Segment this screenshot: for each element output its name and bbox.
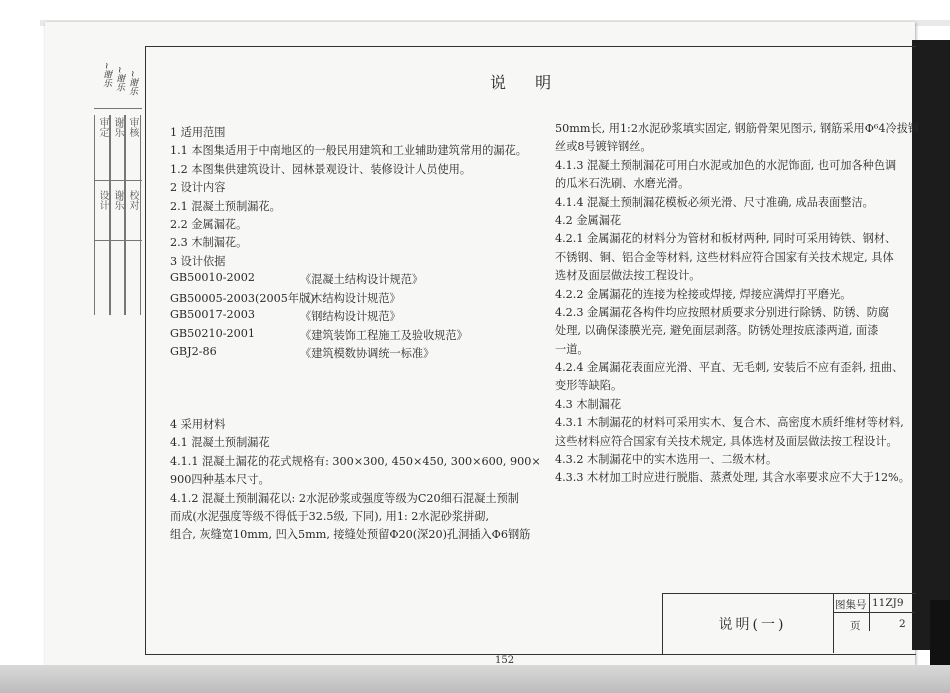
atlas-label: 图集号 xyxy=(835,599,867,611)
text-line: 50mm长, 用1:2水泥砂浆填实固定, 钢筋骨架见图示, 钢筋采用Φ⁶4冷拔钢 xyxy=(555,122,920,135)
text-line: 的瓜米石洗刷、水磨光滑。 xyxy=(555,177,690,191)
page-value: 2 xyxy=(899,618,906,630)
text-line: 4.2.1 金属漏花的材料分为管材和板材两种, 同时可采用铸铁、钢材、 xyxy=(555,232,897,246)
text-line: 4.2 金属漏花 xyxy=(555,213,622,227)
text-line: 4.2.2 金属漏花的连接为栓接或焊接, 焊接应满焊打平磨光。 xyxy=(555,287,852,301)
text-line: 4.3.3 木材加工时应进行脱脂、蒸煮处理, 其含水率要求应不大于12%。 xyxy=(555,471,910,485)
side-divider xyxy=(94,108,142,109)
text-line: 2.3 木制漏花。 xyxy=(170,236,248,250)
side-cell: 校对 xyxy=(127,190,138,210)
page-title: 说 明 xyxy=(490,73,564,92)
text-line: 1 适用范围 xyxy=(170,126,226,139)
signature-1: ~谢乐 xyxy=(101,62,111,88)
title-block-divider xyxy=(833,612,915,613)
page-number: 152 xyxy=(495,655,515,666)
text-line: 4.3.2 木制漏花中的实木选用一、二级木材。 xyxy=(555,453,778,467)
text-line: 4.1.3 混凝土预制漏花可用白水泥或加色的水泥饰面, 也可加各种色调 xyxy=(555,158,897,172)
side-cell: 审定 xyxy=(97,117,108,137)
left-text-column-2 xyxy=(170,416,541,545)
drawing-name: 说明(一) xyxy=(718,617,787,633)
standard-code: GB50017-2003 xyxy=(170,308,255,322)
standard-name: 《混凝土结构设计规范》 xyxy=(300,273,424,286)
standard-code: GB50010-2002 xyxy=(170,271,255,284)
left-text-column xyxy=(170,124,527,271)
side-cell: 设计 xyxy=(97,190,108,210)
text-line: 4.2.3 金属漏花各构件均应按照材质要求分别进行除锈、防锈、防腐 xyxy=(555,305,890,319)
text-line: 4.3.1 木制漏花的材料可采用实木、复合木、高密度木质纤维材等材料, xyxy=(555,416,904,430)
text-line: 4.3 木制漏花 xyxy=(555,397,622,411)
text-line: 不锈钢、铜、铝合金等材料, 这些材料应符合国家有关技术规定, 具体 xyxy=(555,250,894,264)
text-line: 组合, 灰缝宽10mm, 凹入5mm, 接缝处预留Φ20(深20)孔洞插入Φ6钢筋 xyxy=(170,528,531,542)
standard-code: GB50210-2001 xyxy=(170,326,255,340)
signature-2: ~谢乐 xyxy=(114,66,124,92)
text-line: 处理, 以确保漆膜光亮, 避免面层剥落。防锈处理按底漆两道, 面漆 xyxy=(555,324,879,338)
text-line: 一道。 xyxy=(555,342,589,356)
standard-name: 《建筑装饰工程施工及验收规范》 xyxy=(300,328,468,342)
text-line: 而成(水泥强度等级不得低于32.5级, 下同), 用1: 2水泥砂浆拼砌, xyxy=(170,509,490,523)
text-line: 900四种基本尺寸。 xyxy=(170,473,270,487)
title-block-divider xyxy=(869,593,870,631)
text-line: 丝或8号镀锌钢丝。 xyxy=(555,140,652,154)
signature-3: ~谢乐 xyxy=(127,70,137,96)
side-divider xyxy=(94,240,142,241)
text-line: 1.1 本图集适用于中南地区的一般民用建筑和工业辅助建筑常用的漏花。 xyxy=(170,144,527,158)
text-line: 2.1 混凝土预制漏花。 xyxy=(170,199,281,213)
text-line: 变形等缺陷。 xyxy=(555,379,623,393)
text-line: 4.1.4 混凝土预制漏花模板必须光滑、尺寸准确, 成品表面整洁。 xyxy=(555,195,874,209)
sign-off-table xyxy=(94,115,142,315)
side-divider xyxy=(94,180,142,181)
text-line: 3 设计依据 xyxy=(170,254,226,268)
text-line: 4.2.4 金属漏花表面应光滑、平直、无毛刺, 安装后不应有歪斜, 扭曲、 xyxy=(555,361,904,375)
text-line: 4 采用材料 xyxy=(170,418,226,431)
page-label: 页 xyxy=(850,620,861,632)
text-line: 2 设计内容 xyxy=(170,181,226,195)
side-cell: 谢乐 xyxy=(112,117,123,137)
right-text-column xyxy=(555,120,919,488)
side-cell: 审核 xyxy=(127,117,138,137)
atlas-value: 11ZJ9 xyxy=(872,597,904,609)
text-line: 4.1.1 混凝土漏花的花式规格有: 300×300, 450×450, 300×600, 900× xyxy=(170,454,541,468)
text-line: 1.2 本图集供建筑设计、园林景观设计、装修设计人员使用。 xyxy=(170,162,472,176)
standard-code: GBJ2-86 xyxy=(170,345,217,359)
standard-name: 《钢结构设计规范》 xyxy=(300,310,401,324)
text-line: 这些材料应符合国家有关技术规定, 具体选材及面层做法按工程设计。 xyxy=(555,434,898,448)
text-line: 4.1 混凝土预制漏花 xyxy=(170,436,270,450)
side-cell: 谢乐 xyxy=(112,190,123,210)
text-line: 4.1.2 混凝土预制漏花以: 2水泥砂浆或强度等级为C20细石混凝土预制 xyxy=(170,491,519,505)
text-line: 2.2 金属漏花。 xyxy=(170,217,248,231)
standard-name: 《木结构设计规范》 xyxy=(300,291,401,305)
standard-code: GB50005-2003(2005年版) xyxy=(170,291,315,305)
scan-bottom-edge xyxy=(0,665,950,693)
title-block-divider xyxy=(833,593,834,653)
text-line: 选材及面层做法按工程设计。 xyxy=(555,269,701,283)
standard-name: 《建筑模数协调统一标准》 xyxy=(300,347,435,361)
